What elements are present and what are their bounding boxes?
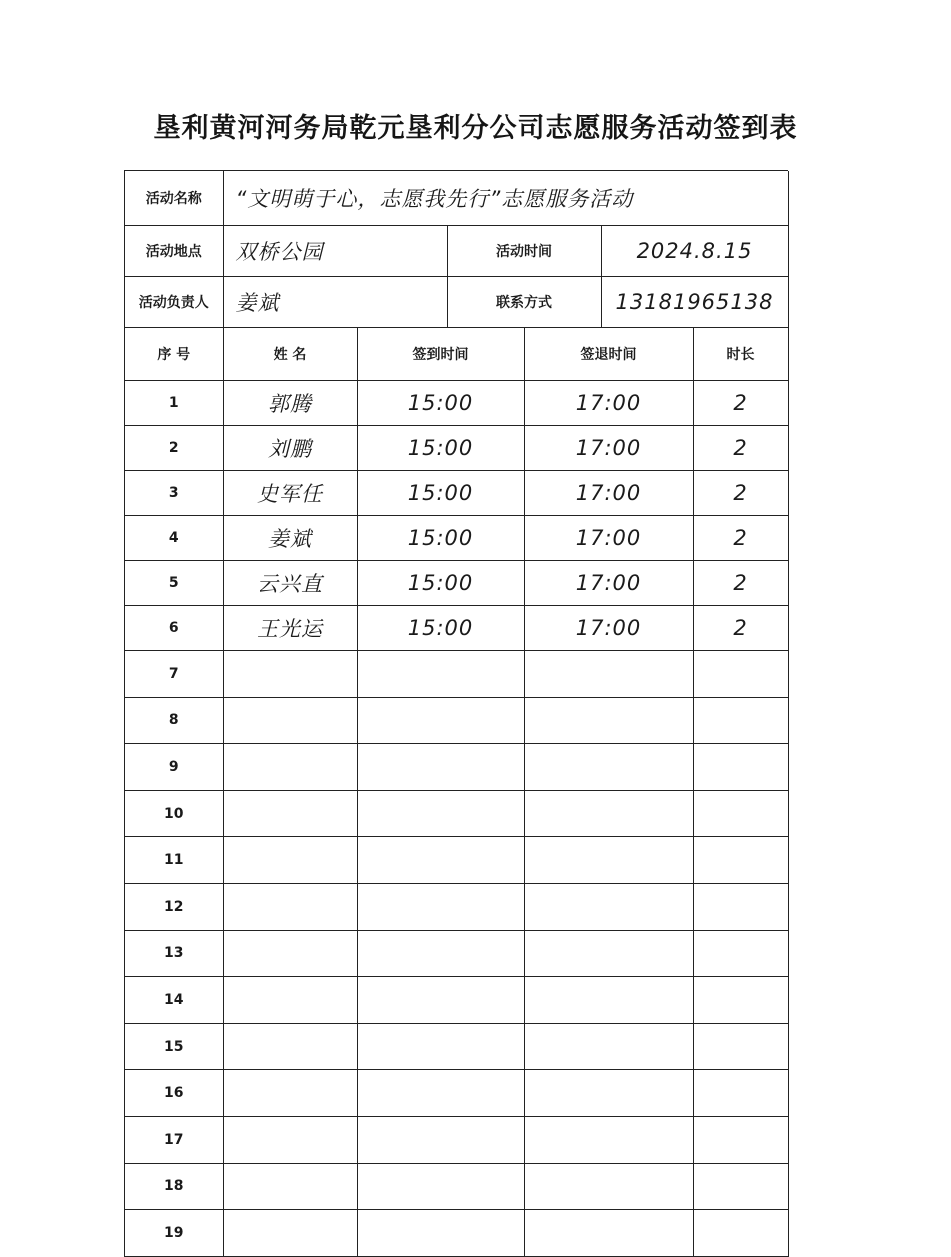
- row-name: [223, 977, 357, 1024]
- row-sign-out-time: 17:00: [524, 381, 693, 426]
- row-name: [223, 744, 357, 791]
- row-duration: [693, 1023, 788, 1070]
- row-sign-in-time: 15:00: [357, 516, 524, 561]
- row-duration: 2: [693, 426, 788, 471]
- location-label: 活动地点: [125, 226, 223, 277]
- row-duration: [693, 651, 788, 698]
- time-value: 2024.8.15: [601, 226, 788, 277]
- activity-name-label: 活动名称: [125, 171, 223, 226]
- row-sign-in-time: 15:00: [357, 381, 524, 426]
- activity-name-value: “文明萌于心，志愿我先行”志愿服务活动: [223, 171, 788, 226]
- time-label: 活动时间: [447, 226, 601, 277]
- row-seq: 5: [125, 561, 223, 606]
- row-name: 姜斌: [223, 516, 357, 561]
- row-sign-in-time: [357, 697, 524, 744]
- row-sign-out-time: [524, 651, 693, 698]
- row-duration: [693, 697, 788, 744]
- row-duration: 2: [693, 516, 788, 561]
- row-sign-in-time: [357, 930, 524, 977]
- row-sign-in-time: [357, 744, 524, 791]
- row-sign-out-time: [524, 1163, 693, 1210]
- attendance-table: [125, 328, 789, 1257]
- row-sign-out-time: [524, 883, 693, 930]
- row-sign-in-time: [357, 790, 524, 837]
- attendance-rows: [125, 381, 788, 1257]
- leader-label: 活动负责人: [125, 277, 223, 328]
- row-seq: 19: [125, 1210, 223, 1257]
- row-sign-out-time: 17:00: [524, 426, 693, 471]
- row-duration: [693, 1070, 788, 1117]
- row-sign-in-time: 15:00: [357, 561, 524, 606]
- header-sign-in: 签到时间: [357, 328, 524, 381]
- row-duration: [693, 1163, 788, 1210]
- table-row: [125, 561, 788, 606]
- row-duration: [693, 744, 788, 791]
- row-sign-out-time: [524, 837, 693, 884]
- row-seq: 9: [125, 744, 223, 791]
- table-row: [125, 977, 788, 1024]
- table-row: [125, 606, 788, 651]
- row-sign-out-time: [524, 1210, 693, 1257]
- table-row: [125, 651, 788, 698]
- row-name: [223, 930, 357, 977]
- header-name: 姓 名: [223, 328, 357, 381]
- table-row: [125, 1070, 788, 1117]
- table-row: [125, 1116, 788, 1163]
- row-name: [223, 837, 357, 884]
- row-sign-out-time: [524, 744, 693, 791]
- row-sign-in-time: 15:00: [357, 606, 524, 651]
- row-seq: 15: [125, 1023, 223, 1070]
- contact-label: 联系方式: [447, 277, 601, 328]
- row-sign-in-time: [357, 1070, 524, 1117]
- header-duration: 时长: [693, 328, 788, 381]
- row-sign-out-time: 17:00: [524, 561, 693, 606]
- row-name: [223, 651, 357, 698]
- row-seq: 17: [125, 1116, 223, 1163]
- header-sign-out: 签退时间: [524, 328, 693, 381]
- row-duration: [693, 1116, 788, 1163]
- row-name: [223, 1210, 357, 1257]
- row-seq: 16: [125, 1070, 223, 1117]
- table-row: [125, 930, 788, 977]
- table-row: [125, 883, 788, 930]
- row-sign-in-time: [357, 651, 524, 698]
- row-sign-in-time: [357, 1023, 524, 1070]
- row-name: [223, 883, 357, 930]
- row-name: 王光运: [223, 606, 357, 651]
- row-sign-out-time: [524, 1116, 693, 1163]
- table-row: [125, 837, 788, 884]
- contact-value: 13181965138: [601, 277, 788, 328]
- row-sign-out-time: 17:00: [524, 471, 693, 516]
- row-name: 云兴直: [223, 561, 357, 606]
- row-sign-out-time: [524, 1023, 693, 1070]
- attendance-header-row: [125, 328, 788, 381]
- row-seq: 11: [125, 837, 223, 884]
- row-sign-in-time: [357, 1210, 524, 1257]
- row-sign-in-time: [357, 883, 524, 930]
- table-row: [125, 1210, 788, 1257]
- table-row: [125, 744, 788, 791]
- row-name: [223, 1023, 357, 1070]
- row-name: [223, 697, 357, 744]
- row-seq: 6: [125, 606, 223, 651]
- row-sign-in-time: [357, 1116, 524, 1163]
- row-seq: 4: [125, 516, 223, 561]
- row-sign-in-time: [357, 977, 524, 1024]
- header-seq: 序 号: [125, 328, 223, 381]
- info-table: [125, 171, 789, 328]
- row-duration: 2: [693, 381, 788, 426]
- row-sign-in-time: 15:00: [357, 471, 524, 516]
- table-row: [125, 471, 788, 516]
- row-sign-out-time: 17:00: [524, 606, 693, 651]
- leader-value: 姜斌: [223, 277, 447, 328]
- row-sign-in-time: [357, 1163, 524, 1210]
- row-name: [223, 1163, 357, 1210]
- row-sign-out-time: [524, 697, 693, 744]
- table-row: [125, 381, 788, 426]
- table-row: [125, 697, 788, 744]
- row-sign-in-time: 15:00: [357, 426, 524, 471]
- row-name: 郭腾: [223, 381, 357, 426]
- row-name: 史军任: [223, 471, 357, 516]
- row-sign-out-time: [524, 1070, 693, 1117]
- location-value: 双桥公园: [223, 226, 447, 277]
- row-duration: 2: [693, 471, 788, 516]
- page-title: 垦利黄河河务局乾元垦利分公司志愿服务活动签到表: [153, 113, 798, 144]
- row-duration: [693, 930, 788, 977]
- row-duration: [693, 837, 788, 884]
- row-seq: 18: [125, 1163, 223, 1210]
- location-time-row: [125, 226, 788, 277]
- table-row: [125, 426, 788, 471]
- row-seq: 10: [125, 790, 223, 837]
- activity-name-row: [125, 171, 788, 226]
- row-seq: 2: [125, 426, 223, 471]
- table-row: [125, 1023, 788, 1070]
- row-seq: 14: [125, 977, 223, 1024]
- row-seq: 1: [125, 381, 223, 426]
- row-duration: 2: [693, 606, 788, 651]
- row-seq: 8: [125, 697, 223, 744]
- row-duration: [693, 977, 788, 1024]
- row-name: [223, 1116, 357, 1163]
- table-row: [125, 516, 788, 561]
- row-sign-out-time: [524, 977, 693, 1024]
- leader-contact-row: [125, 277, 788, 328]
- row-seq: 12: [125, 883, 223, 930]
- row-duration: [693, 883, 788, 930]
- row-seq: 13: [125, 930, 223, 977]
- sign-in-sheet: [124, 170, 788, 1257]
- table-row: [125, 1163, 788, 1210]
- row-sign-out-time: [524, 930, 693, 977]
- row-sign-in-time: [357, 837, 524, 884]
- table-row: [125, 790, 788, 837]
- row-seq: 3: [125, 471, 223, 516]
- row-seq: 7: [125, 651, 223, 698]
- row-name: [223, 1070, 357, 1117]
- row-duration: [693, 790, 788, 837]
- row-name: 刘鹏: [223, 426, 357, 471]
- row-sign-out-time: 17:00: [524, 516, 693, 561]
- row-name: [223, 790, 357, 837]
- row-sign-out-time: [524, 790, 693, 837]
- row-duration: 2: [693, 561, 788, 606]
- row-duration: [693, 1210, 788, 1257]
